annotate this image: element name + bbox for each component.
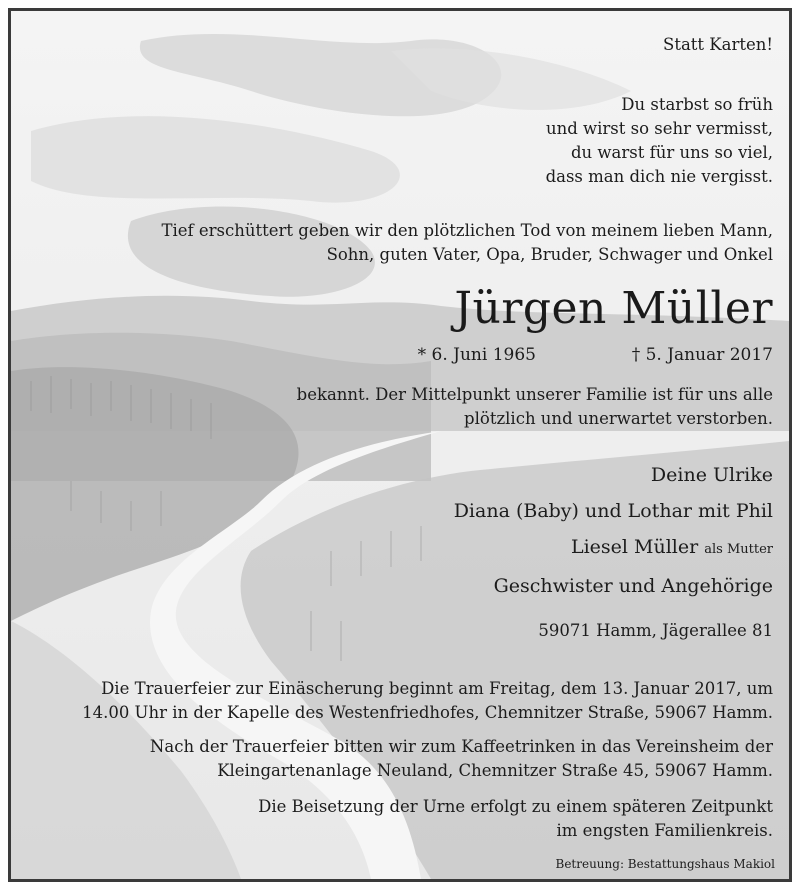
poem-line: dass man dich nie vergisst. <box>545 167 773 186</box>
mourner-line: Geschwister und Angehörige <box>493 575 773 597</box>
coffee-line: Kleingartenanlage Neuland, Chemnitzer Straße 45, 59067 Hamm. <box>217 761 773 780</box>
poem-line: Du starbst so früh <box>621 95 773 114</box>
mourner-line: Deine Ulrike <box>650 464 773 486</box>
ceremony-line: Die Trauerfeier zur Einäscherung beginnt am Freitag, dem 13. Januar 2017, um <box>101 679 773 698</box>
death-date: † 5. Januar 2017 <box>631 345 773 365</box>
ceremony-text <box>82 677 773 725</box>
poem-line: und wirst so sehr vermisst, <box>545 119 773 138</box>
header-text: Statt Karten! <box>663 35 773 54</box>
intro-line: Sohn, guten Vater, Opa, Bruder, Schwager und Onkel <box>326 245 773 264</box>
birth-date: * 6. Juni 1965 <box>417 345 536 365</box>
burial-text <box>258 795 773 843</box>
mourner-line: Diana (Baby) und Lothar mit Phil <box>453 500 773 522</box>
announcement-line: bekannt. Der Mittelpunkt unserer Familie ist für uns alle <box>296 385 773 404</box>
mourner-role: als Mutter <box>704 542 773 557</box>
burial-line: Die Beisetzung der Urne erfolgt zu einem späteren Zeitpunkt <box>258 797 773 816</box>
address-text: 59071 Hamm, Jägerallee 81 <box>538 621 773 640</box>
deceased-name: Jürgen Müller <box>454 283 773 334</box>
ceremony-line: 14.00 Uhr in der Kapelle des Westenfriedhofes, Chemnitzer Straße, 59067 Hamm. <box>82 703 773 722</box>
mourners-list <box>454 457 773 604</box>
announcement-text <box>297 383 773 431</box>
intro-text <box>161 219 773 267</box>
intro-line: Tief erschüttert geben wir den plötzlichen Tod von meinem lieben Mann, <box>161 221 773 240</box>
burial-line: im engsten Familienkreis. <box>556 821 773 840</box>
coffee-line: Nach der Trauerfeier bitten wir zum Kaffeetrinken in das Vereinsheim der <box>149 737 773 756</box>
poem-line: du warst für uns so viel, <box>571 143 773 162</box>
footer-credit: Betreuung: Bestattungshaus Makiol <box>555 857 775 871</box>
announcement-line: plötzlich und unerwartet verstorben. <box>464 409 773 428</box>
poem <box>546 93 773 189</box>
mourner-name: Liesel Müller <box>570 536 699 558</box>
coffee-text <box>150 735 773 783</box>
obituary-card <box>8 8 792 882</box>
mourner-line <box>454 529 773 568</box>
